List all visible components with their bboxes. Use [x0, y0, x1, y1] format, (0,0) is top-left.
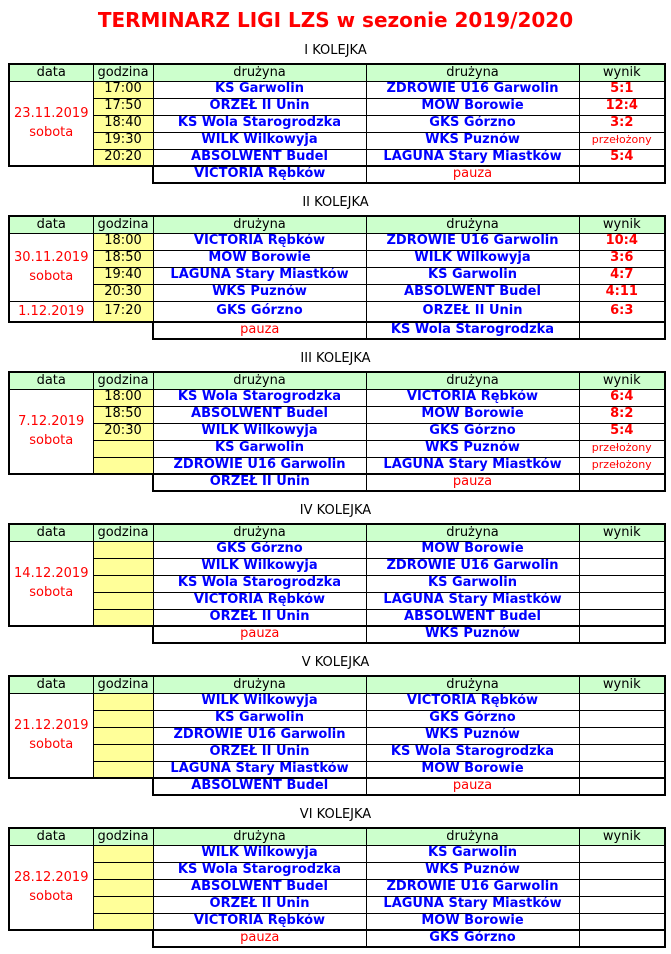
away-team-cell: ABSOLWENT Budel — [366, 284, 579, 301]
match-row — [9, 592, 665, 609]
away-team-cell: LAGUNA Stary Miastków — [366, 457, 579, 474]
match-row — [9, 558, 665, 575]
result-cell: 5:1 — [579, 81, 665, 98]
match-row — [9, 693, 665, 710]
schedule-table — [8, 371, 666, 492]
pause-left-cell: VICTORIA Rębków — [153, 166, 366, 183]
time-cell: 20:30 — [93, 284, 153, 301]
date-cell — [9, 233, 93, 301]
match-row — [9, 284, 665, 301]
date-text: 23.11.2019 — [14, 105, 89, 121]
home-team-cell: MOW Borowie — [153, 250, 366, 267]
date-text: 14.12.2019 — [14, 565, 89, 581]
header-cell: drużyna — [366, 372, 579, 389]
pause-row — [9, 474, 665, 491]
header-cell: wynik — [579, 64, 665, 81]
match-row — [9, 609, 665, 626]
match-row — [9, 250, 665, 267]
header-cell: data — [9, 524, 93, 541]
result-cell — [579, 845, 665, 862]
spacer-cell — [9, 778, 153, 795]
away-team-cell: ORZEŁ II Unin — [366, 301, 579, 322]
away-team-cell: LAGUNA Stary Miastków — [366, 592, 579, 609]
result-cell — [579, 693, 665, 710]
home-team-cell: KS Wola Starogrodzka — [153, 862, 366, 879]
date-cell — [9, 301, 93, 322]
home-team-cell: WKS Puznów — [153, 284, 366, 301]
home-team-cell: GKS Górzno — [153, 541, 366, 558]
round-section — [8, 43, 663, 184]
time-cell: 18:00 — [93, 389, 153, 406]
header-cell: godzina — [93, 216, 153, 233]
home-team-cell: VICTORIA Rębków — [153, 233, 366, 250]
pause-right-cell: WKS Puznów — [366, 626, 579, 643]
home-team-cell: WILK Wilkowyja — [153, 132, 366, 149]
away-team-cell: GKS Górzno — [366, 423, 579, 440]
time-cell — [93, 727, 153, 744]
match-row — [9, 710, 665, 727]
pause-result-cell — [579, 778, 665, 795]
time-cell — [93, 592, 153, 609]
result-cell: 3:6 — [579, 250, 665, 267]
home-team-cell: KS Wola Starogrodzka — [153, 575, 366, 592]
away-team-cell: MOW Borowie — [366, 761, 579, 778]
result-cell: 6:3 — [579, 301, 665, 322]
pause-row — [9, 322, 665, 339]
time-cell: 17:20 — [93, 301, 153, 322]
header-cell: godzina — [93, 676, 153, 693]
match-row — [9, 862, 665, 879]
match-row — [9, 913, 665, 930]
time-cell: 18:50 — [93, 250, 153, 267]
match-row — [9, 98, 665, 115]
round-title: I KOLEJKA — [304, 43, 367, 58]
away-team-cell: MOW Borowie — [366, 541, 579, 558]
match-row — [9, 440, 665, 457]
header-cell: wynik — [579, 524, 665, 541]
pause-row — [9, 930, 665, 947]
result-cell: 5:4 — [579, 423, 665, 440]
header-cell: data — [9, 828, 93, 845]
day-text: sobota — [29, 125, 74, 141]
result-cell — [579, 761, 665, 778]
round-title: II KOLEJKA — [302, 195, 369, 210]
result-cell: 12:4 — [579, 98, 665, 115]
result-cell — [579, 558, 665, 575]
date-text: 30.11.2019 — [14, 249, 89, 265]
match-row — [9, 744, 665, 761]
round-section — [8, 655, 663, 796]
match-row — [9, 233, 665, 250]
pause-right-cell: GKS Górzno — [366, 930, 579, 947]
result-cell: przełożony — [579, 132, 665, 149]
time-cell — [93, 440, 153, 457]
pause-result-cell — [579, 474, 665, 491]
match-row — [9, 879, 665, 896]
match-row — [9, 845, 665, 862]
header-cell: godzina — [93, 524, 153, 541]
time-cell: 18:40 — [93, 115, 153, 132]
home-team-cell: LAGUNA Stary Miastków — [153, 267, 366, 284]
date-text: 7.12.2019 — [18, 413, 85, 429]
time-cell — [93, 457, 153, 474]
match-row — [9, 301, 665, 322]
result-cell — [579, 592, 665, 609]
away-team-cell: MOW Borowie — [366, 913, 579, 930]
pause-right-cell: pauza — [366, 474, 579, 491]
home-team-cell: KS Wola Starogrodzka — [153, 115, 366, 132]
header-cell: drużyna — [366, 64, 579, 81]
away-team-cell: MOW Borowie — [366, 406, 579, 423]
away-team-cell: ZDROWIE U16 Garwolin — [366, 558, 579, 575]
away-team-cell: KS Garwolin — [366, 267, 579, 284]
header-cell: data — [9, 216, 93, 233]
time-cell — [93, 541, 153, 558]
result-cell — [579, 862, 665, 879]
time-cell: 17:00 — [93, 81, 153, 98]
away-team-cell: WKS Puznów — [366, 862, 579, 879]
home-team-cell: KS Garwolin — [153, 440, 366, 457]
date-cell — [9, 693, 93, 778]
header-cell: data — [9, 676, 93, 693]
away-team-cell: ZDROWIE U16 Garwolin — [366, 81, 579, 98]
spacer-cell — [9, 626, 153, 643]
day-text: sobota — [29, 269, 74, 284]
result-cell: 4:11 — [579, 284, 665, 301]
time-cell — [93, 913, 153, 930]
result-cell: przełożony — [579, 457, 665, 474]
away-team-cell: VICTORIA Rębków — [366, 389, 579, 406]
time-cell: 18:00 — [93, 233, 153, 250]
result-cell — [579, 710, 665, 727]
time-cell: 19:30 — [93, 132, 153, 149]
header-row — [9, 828, 665, 845]
schedule-table — [8, 215, 666, 340]
header-row — [9, 676, 665, 693]
header-cell: drużyna — [153, 524, 366, 541]
match-row — [9, 81, 665, 98]
match-row — [9, 541, 665, 558]
away-team-cell: WKS Puznów — [366, 727, 579, 744]
pause-left-cell: pauza — [153, 322, 366, 339]
date-text: 28.12.2019 — [14, 869, 89, 885]
result-cell — [579, 575, 665, 592]
match-row — [9, 423, 665, 440]
match-row — [9, 132, 665, 149]
home-team-cell: ZDROWIE U16 Garwolin — [153, 727, 366, 744]
match-row — [9, 457, 665, 474]
result-cell: przełożony — [579, 440, 665, 457]
home-team-cell: WILK Wilkowyja — [153, 558, 366, 575]
date-cell — [9, 845, 93, 930]
away-team-cell: WKS Puznów — [366, 440, 579, 457]
round-section — [8, 807, 663, 948]
home-team-cell: VICTORIA Rębków — [153, 913, 366, 930]
result-cell — [579, 541, 665, 558]
home-team-cell: KS Wola Starogrodzka — [153, 389, 366, 406]
home-team-cell: ORZEŁ II Unin — [153, 744, 366, 761]
pause-result-cell — [579, 626, 665, 643]
home-team-cell: WILK Wilkowyja — [153, 693, 366, 710]
time-cell: 17:50 — [93, 98, 153, 115]
time-cell — [93, 744, 153, 761]
date-cell — [9, 541, 93, 626]
home-team-cell: KS Garwolin — [153, 710, 366, 727]
header-cell: drużyna — [153, 676, 366, 693]
pause-result-cell — [579, 166, 665, 183]
spacer-cell — [9, 474, 153, 491]
match-row — [9, 575, 665, 592]
pause-row — [9, 166, 665, 183]
time-cell — [93, 575, 153, 592]
round-title: VI KOLEJKA — [299, 807, 372, 822]
time-cell — [93, 761, 153, 778]
time-cell: 19:40 — [93, 267, 153, 284]
header-cell: drużyna — [366, 524, 579, 541]
spacer-cell — [9, 322, 153, 339]
match-row — [9, 267, 665, 284]
round-section — [8, 195, 663, 340]
match-row — [9, 406, 665, 423]
away-team-cell: LAGUNA Stary Miastków — [366, 149, 579, 166]
result-cell: 8:2 — [579, 406, 665, 423]
pause-right-cell: KS Wola Starogrodzka — [366, 322, 579, 339]
result-cell — [579, 609, 665, 626]
schedule-table — [8, 63, 666, 184]
header-cell: wynik — [579, 372, 665, 389]
result-cell — [579, 896, 665, 913]
match-row — [9, 149, 665, 166]
away-team-cell: ZDROWIE U16 Garwolin — [366, 879, 579, 896]
pause-right-cell: pauza — [366, 778, 579, 795]
home-team-cell: ORZEŁ II Unin — [153, 896, 366, 913]
away-team-cell: KS Garwolin — [366, 575, 579, 592]
page-title: TERMINARZ LIGI LZS w sezonie 2019/2020 — [97, 8, 574, 32]
time-cell: 18:50 — [93, 406, 153, 423]
home-team-cell: ZDROWIE U16 Garwolin — [153, 457, 366, 474]
time-cell — [93, 609, 153, 626]
pause-result-cell — [579, 322, 665, 339]
result-cell: 3:2 — [579, 115, 665, 132]
time-cell — [93, 845, 153, 862]
spacer-cell — [9, 166, 153, 183]
home-team-cell: LAGUNA Stary Miastków — [153, 761, 366, 778]
header-cell: drużyna — [153, 64, 366, 81]
date-text: 21.12.2019 — [14, 717, 89, 733]
header-cell: drużyna — [366, 676, 579, 693]
date-text: 1.12.2019 — [18, 303, 85, 319]
pause-row — [9, 626, 665, 643]
header-cell: wynik — [579, 216, 665, 233]
pause-row — [9, 778, 665, 795]
time-cell — [93, 693, 153, 710]
time-cell — [93, 879, 153, 896]
pause-left-cell: pauza — [153, 626, 366, 643]
header-row — [9, 524, 665, 541]
away-team-cell: GKS Górzno — [366, 115, 579, 132]
round-title: V KOLEJKA — [301, 655, 370, 670]
spacer-cell — [9, 930, 153, 947]
day-text: sobota — [29, 737, 74, 753]
away-team-cell: LAGUNA Stary Miastków — [366, 896, 579, 913]
time-cell — [93, 558, 153, 575]
home-team-cell: GKS Górzno — [153, 301, 366, 322]
header-cell: drużyna — [366, 216, 579, 233]
header-cell: godzina — [93, 64, 153, 81]
away-team-cell: MOW Borowie — [366, 98, 579, 115]
round-title: IV KOLEJKA — [299, 503, 372, 518]
header-cell: wynik — [579, 828, 665, 845]
result-cell: 4:7 — [579, 267, 665, 284]
home-team-cell: ORZEŁ II Unin — [153, 609, 366, 626]
result-cell — [579, 913, 665, 930]
header-cell: data — [9, 64, 93, 81]
time-cell — [93, 862, 153, 879]
away-team-cell: GKS Górzno — [366, 710, 579, 727]
result-cell: 6:4 — [579, 389, 665, 406]
day-text: sobota — [29, 433, 74, 449]
date-cell — [9, 81, 93, 166]
pause-left-cell: pauza — [153, 930, 366, 947]
schedule-table — [8, 675, 666, 796]
round-section — [8, 503, 663, 644]
home-team-cell: KS Garwolin — [153, 81, 366, 98]
time-cell — [93, 710, 153, 727]
home-team-cell: ABSOLWENT Budel — [153, 149, 366, 166]
header-cell: drużyna — [153, 372, 366, 389]
header-cell: drużyna — [366, 828, 579, 845]
day-text: sobota — [29, 585, 74, 601]
match-row — [9, 761, 665, 778]
away-team-cell: WILK Wilkowyja — [366, 250, 579, 267]
match-row — [9, 115, 665, 132]
away-team-cell: KS Garwolin — [366, 845, 579, 862]
away-team-cell: VICTORIA Rębków — [366, 693, 579, 710]
home-team-cell: VICTORIA Rębków — [153, 592, 366, 609]
round-title: III KOLEJKA — [300, 351, 371, 366]
day-text: sobota — [29, 889, 74, 905]
result-cell — [579, 727, 665, 744]
header-cell: drużyna — [153, 216, 366, 233]
header-row — [9, 216, 665, 233]
match-row — [9, 389, 665, 406]
away-team-cell: ZDROWIE U16 Garwolin — [366, 233, 579, 250]
pause-left-cell: ABSOLWENT Budel — [153, 778, 366, 795]
header-cell: godzina — [93, 828, 153, 845]
rounds-container — [8, 43, 663, 948]
pause-left-cell: ORZEŁ II Unin — [153, 474, 366, 491]
pause-result-cell — [579, 930, 665, 947]
match-row — [9, 727, 665, 744]
time-cell: 20:30 — [93, 423, 153, 440]
away-team-cell: WKS Puznów — [366, 132, 579, 149]
match-row — [9, 896, 665, 913]
result-cell: 10:4 — [579, 233, 665, 250]
header-row — [9, 64, 665, 81]
time-cell — [93, 896, 153, 913]
result-cell: 5:4 — [579, 149, 665, 166]
pause-right-cell: pauza — [366, 166, 579, 183]
result-cell — [579, 744, 665, 761]
home-team-cell: WILK Wilkowyja — [153, 845, 366, 862]
header-cell: data — [9, 372, 93, 389]
schedule-table — [8, 827, 666, 948]
result-cell — [579, 879, 665, 896]
header-row — [9, 372, 665, 389]
schedule-table — [8, 523, 666, 644]
home-team-cell: ABSOLWENT Budel — [153, 879, 366, 896]
header-cell: wynik — [579, 676, 665, 693]
away-team-cell: ABSOLWENT Budel — [366, 609, 579, 626]
header-cell: drużyna — [153, 828, 366, 845]
time-cell: 20:20 — [93, 149, 153, 166]
home-team-cell: ABSOLWENT Budel — [153, 406, 366, 423]
header-cell: godzina — [93, 372, 153, 389]
away-team-cell: KS Wola Starogrodzka — [366, 744, 579, 761]
home-team-cell: ORZEŁ II Unin — [153, 98, 366, 115]
round-section — [8, 351, 663, 492]
home-team-cell: WILK Wilkowyja — [153, 423, 366, 440]
date-cell — [9, 389, 93, 474]
